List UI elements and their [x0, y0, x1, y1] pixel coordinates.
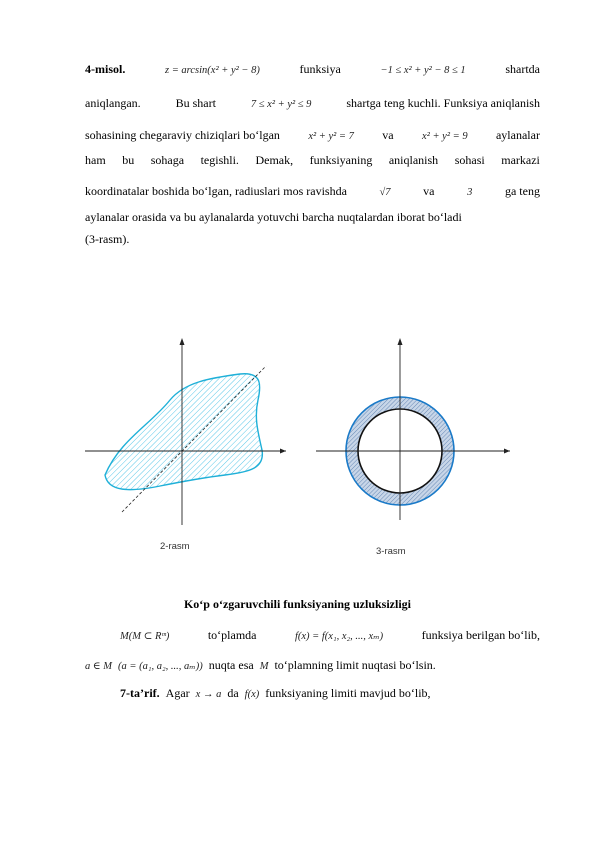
radius-2: 3 [467, 187, 473, 198]
inequality-formula: 7 ≤ x² + y² ≤ 9 [250, 99, 312, 110]
example-line-6 [85, 210, 540, 230]
text-limiti-mavjud: funksiyaning limiti mavjud bo‘lib, [265, 686, 431, 700]
y-axis-arrow [398, 338, 403, 345]
figure-3-annulus [316, 338, 510, 520]
word: sohasi [454, 153, 485, 167]
text-chegaraviy: sohasining chegaraviy chiziqlari bo‘lgan [85, 128, 280, 142]
point-coordinates: (a = (a₁, a₂, ..., aₘ)) [118, 661, 203, 672]
text-va: va [382, 128, 394, 142]
word: funksiyaning [309, 153, 373, 167]
text-aniqlangan: aniqlangan. [85, 96, 141, 110]
figures-svg [0, 320, 595, 550]
set-symbol: M [259, 661, 269, 672]
text-nuqta-esa: nuqta esa [208, 658, 254, 672]
example-line-2 [85, 96, 540, 116]
definition-label: 7-ta’rif. [120, 686, 160, 700]
x-axis-arrow [280, 449, 286, 454]
text-shartga: shartga teng kuchli. Funksiya aniqlanish [346, 96, 540, 110]
figure-reference: (3-rasm). [85, 232, 130, 246]
text-bu-shart: Bu shart [175, 96, 216, 110]
text-aylanalar-orasida: aylanalar orasida va bu aylanalarda yotuvchi barcha nuqtalardan iborat bo‘ladi [85, 210, 462, 224]
text-ga-teng: ga teng [504, 184, 540, 198]
text-aylanalar: aylanalar [495, 128, 540, 142]
definition-line [120, 686, 540, 706]
word: tegishli. [200, 153, 239, 167]
example-line-1 [85, 62, 540, 82]
word-funksiya: funksiya [299, 62, 341, 76]
circle-equation-2: x² + y² = 9 [422, 131, 468, 142]
text-va: va [423, 184, 435, 198]
set-formula: M(M ⊂ Rᵐ) [120, 631, 170, 642]
text-toplamda: to‘plamda [207, 628, 257, 642]
word-shartda: shartda [505, 62, 540, 76]
example-label: 4-misol. [85, 62, 126, 76]
figure-3-caption: 3-rasm [376, 546, 406, 557]
section-line-2 [85, 658, 540, 678]
x-axis-arrow [504, 449, 510, 454]
text-da: da [227, 686, 239, 700]
point-membership: a ∈ M [85, 661, 113, 672]
figure-2-irregular-domain [85, 338, 286, 525]
radius-1: √7 [379, 187, 391, 198]
circle-equation-1: x² + y² = 7 [308, 131, 354, 142]
word: aniqlanish [388, 153, 439, 167]
y-axis-arrow [180, 338, 185, 345]
example-line-3 [85, 128, 540, 148]
limit-formula: x → a [195, 689, 222, 700]
section-line-1 [120, 628, 540, 648]
example-line-7 [85, 232, 540, 252]
irregular-region [105, 374, 262, 490]
word: bu [122, 153, 135, 167]
section-title: Ko‘p o‘zgaruvchili funksiyaning uzluksizligi [183, 597, 412, 611]
function-symbol: f(x) [244, 689, 260, 700]
word: markazi [501, 153, 540, 167]
figure-2-caption: 2-rasm [160, 541, 190, 552]
word: sohaga [150, 153, 185, 167]
example-line-4 [85, 153, 540, 173]
text-koordinatalar: koordinatalar boshida bo‘lgan, radiuslari mos ravishda [85, 184, 347, 198]
function-formula: f(x) = f(x₁, x₂, ..., xₘ) [294, 631, 384, 642]
text-funksiya-berilgan: funksiya berilgan bo‘lib, [421, 628, 540, 642]
word: Demak, [255, 153, 294, 167]
word: ham [85, 153, 106, 167]
text-limit-nuqtasi: to‘plamning limit nuqtasi bo‘lsin. [274, 658, 436, 672]
function-formula: z = arcsin(x² + y² − 8) [165, 65, 260, 76]
domain-condition: −1 ≤ x² + y² − 8 ≤ 1 [380, 65, 466, 76]
text-agar: Agar [165, 686, 190, 700]
example-line-5 [85, 184, 540, 204]
